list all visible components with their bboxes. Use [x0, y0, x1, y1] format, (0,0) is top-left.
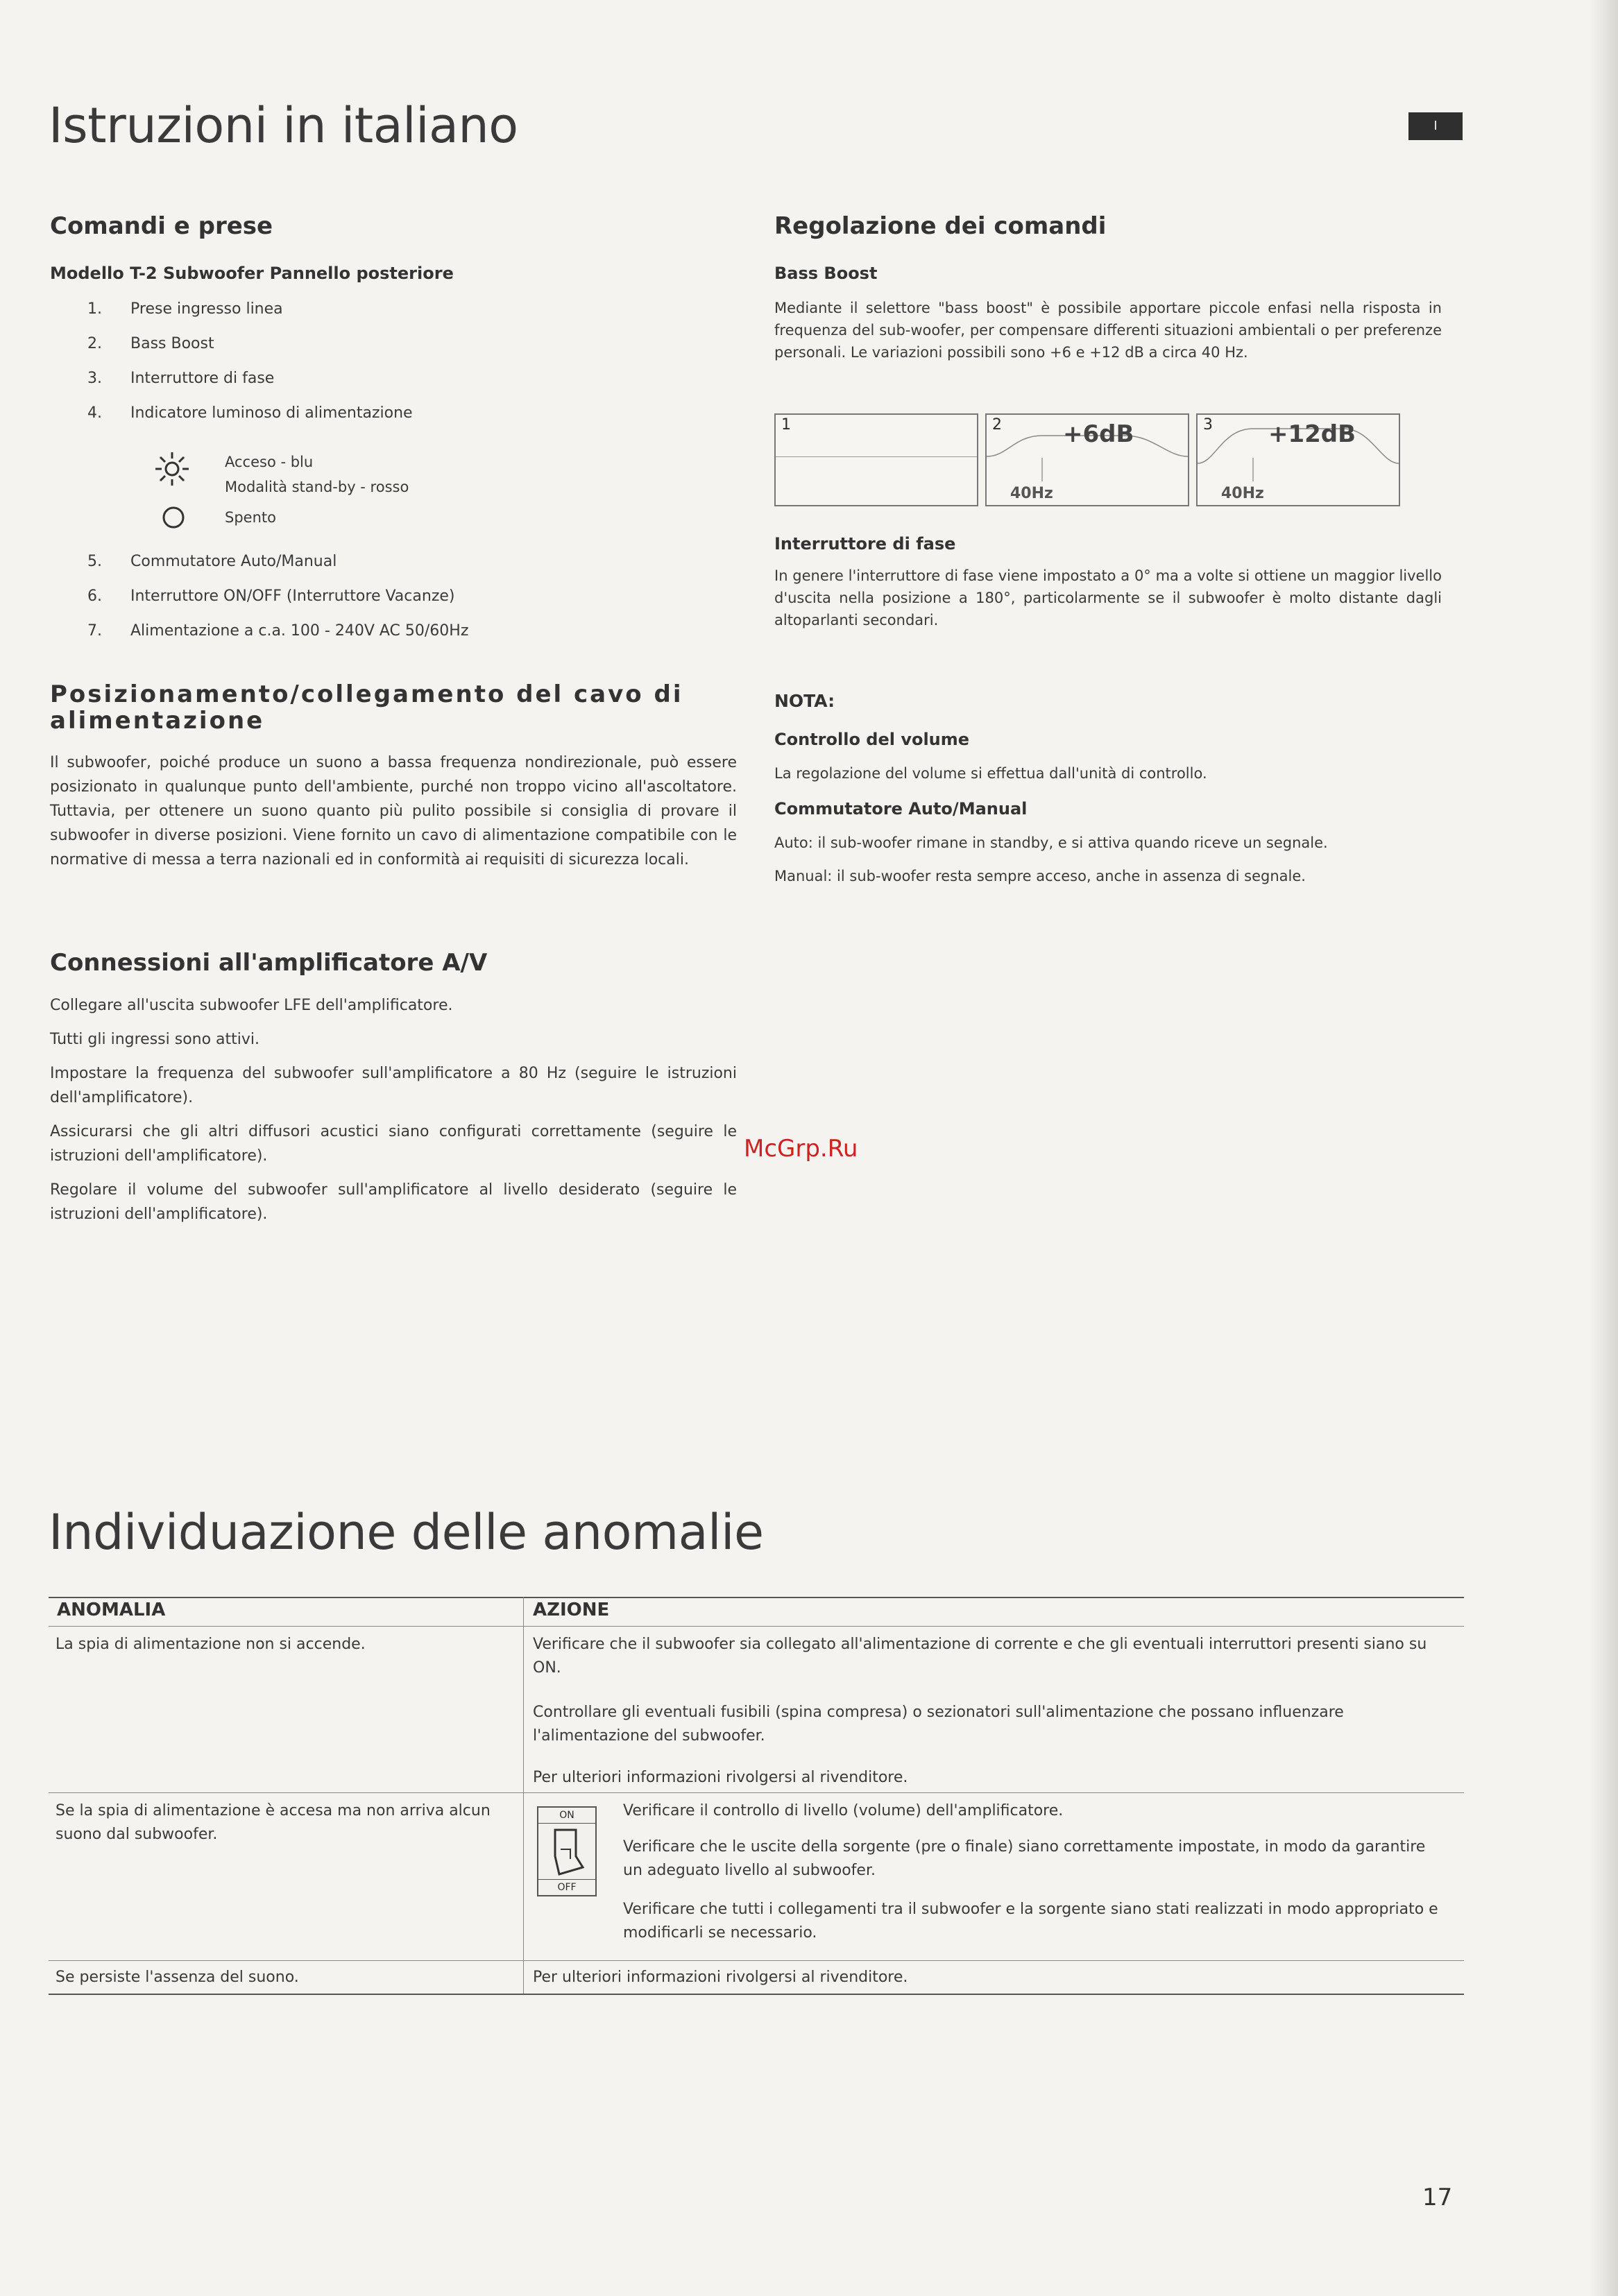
table-row-azione: Verificare che il subwoofer sia collegato all'alimentazione di corrente e che gli eventuali interruttori presenti siano su ON. [533, 1636, 1427, 1677]
volume-heading: Controllo del volume [774, 730, 970, 749]
page-title: Istruzioni in italiano [49, 97, 518, 154]
bass-boost-box-2: 2 +6dB 40Hz [985, 413, 1189, 506]
volume-text: La regolazione del volume si effettua dall'unità di controllo. [774, 765, 1207, 782]
connessioni-paragraph: Regolare il volume del subwoofer sull'amplificatore al livello desiderato (seguire le istruzioni dell'amplificatore). [50, 1181, 737, 1223]
led-off-label: Spento [225, 509, 276, 526]
regolazione-heading: Regolazione dei comandi [774, 212, 1107, 240]
table-row-anomalia: La spia di alimentazione non si accende. [56, 1636, 366, 1653]
led-standby-label: Modalità stand-by - rosso [225, 479, 409, 495]
page-number: 17 [1422, 2184, 1453, 2211]
boost-db-label: +12dB [1268, 420, 1356, 448]
bass-boost-text: Mediante il selettore "bass boost" è possibile apportare piccole enfasi nella risposta in frequenza del sub-woofer, per compensare differenti situazioni ambientali o per preferenze personali. Le variazioni possibili sono +6 e +12 dB a circa 40 Hz. [774, 300, 1442, 361]
list-item: 7. Alimentazione a c.a. 100 - 240V AC 50/60Hz [87, 622, 469, 640]
bass-boost-box-3: 3 +12dB 40Hz [1196, 413, 1400, 506]
table-row-azione: Verificare il controllo di livello (volume) dell'amplificatore. [623, 1802, 1064, 1819]
controls-list [87, 297, 712, 436]
boost-hz-label: 40Hz [1221, 485, 1264, 502]
table-row-azione: Controllare gli eventuali fusibili (spina compresa) o sezionatori sull'alimentazione che possano influenzare l'alimentazione del subwoofer. [533, 1704, 1344, 1745]
fase-heading: Interruttore di fase [774, 534, 956, 554]
list-item: 4. Indicatore luminoso di alimentazione [87, 404, 413, 422]
col-azione: AZIONE [533, 1600, 610, 1620]
table-row-azione: Verificare che le uscite della sorgente (pre o finale) siano correttamente impostate, in modo da garantire un adeguato livello al subwoofer. [623, 1838, 1426, 1879]
list-item: 1. Prese ingresso linea [87, 300, 283, 318]
page-edge [1590, 0, 1618, 2296]
col-anomalia: ANOMALIA [57, 1600, 166, 1620]
auto-manual-heading: Commutatore Auto/Manual [774, 799, 1028, 819]
led-on-label: Acceso - blu [225, 454, 314, 470]
watermark: McGrp.Ru [744, 1135, 858, 1163]
anomalie-title: Individuazione delle anomalie [49, 1504, 764, 1561]
model-heading: Modello T-2 Subwoofer Pannello posteriore [50, 264, 454, 283]
table-row-azione: Per ulteriori informazioni rivolgersi al rivenditore. [533, 1969, 908, 1986]
troubleshooting-table [49, 1597, 1464, 1999]
auto-text: Auto: il sub-woofer rimane in standby, e si attiva quando riceve un segnale. [774, 834, 1328, 851]
bass-boost-heading: Bass Boost [774, 264, 878, 283]
table-row-azione: Verificare che tutti i collegamenti tra il subwoofer e la sorgente siano stati realizzati in modo appropriato e modificarli se necessario. [623, 1901, 1438, 1942]
list-item: 2. Bass Boost [87, 335, 214, 352]
connessioni-body [50, 993, 737, 1226]
language-tab: I [1408, 112, 1463, 140]
connessioni-paragraph: Impostare la frequenza del subwoofer sull'amplificatore a 80 Hz (seguire le istruzioni dell'amplificatore). [50, 1065, 737, 1106]
table-row-azione: Per ulteriori informazioni rivolgersi al rivenditore. [533, 1769, 908, 1786]
list-item: 3. Interruttore di fase [87, 370, 275, 387]
posizionamento-text: Il subwoofer, poiché produce un suono a bassa frequenza nondirezionale, può essere posizionato in qualunque punto dell'ambiente, purché non troppo vicino all'ascoltatore. Tuttavia, per ottenere un suono quanto più pulito possibile si consiglia di provare il subwoofer in diverse posizioni. Viene fornito un cavo di alimentazione compatibile con le normative di messa a terra nazionali ed in conformità ai requisiti di sicurezza locali. [50, 754, 737, 868]
nota-heading: NOTA: [774, 691, 835, 711]
connessioni-paragraph: Tutti gli ingressi sono attivi. [50, 1031, 260, 1048]
connessioni-paragraph: Assicurarsi che gli altri diffusori acustici siano configurati correttamente (seguire le istruzioni dell'amplificatore). [50, 1123, 737, 1165]
list-item: 5. Commutatore Auto/Manual [87, 553, 337, 570]
connessioni-paragraph: Collegare all'uscita subwoofer LFE dell'amplificatore. [50, 997, 453, 1014]
bass-boost-box-1: 1 [774, 413, 978, 506]
list-item: 6. Interruttore ON/OFF (Interruttore Vacanze) [87, 588, 455, 605]
boost-db-label: +6dB [1063, 420, 1134, 448]
table-row-anomalia: Se la spia di alimentazione è accesa ma non arriva alcun suono dal subwoofer. [56, 1802, 491, 1843]
circle-icon [161, 505, 186, 533]
rocker-switch-icon [545, 1826, 588, 1878]
comandi-heading: Comandi e prese [50, 212, 273, 240]
manual-text: Manual: il sub-woofer resta sempre acceso, anche in assenza di segnale. [774, 868, 1306, 884]
fase-text: In genere l'interruttore di fase viene impostato a 0° ma a volte si ottiene un maggior livello d'uscita nella posizione a 180°, particolarmente se il subwoofer è molto distante dagli altoparlanti secondari. [774, 567, 1442, 628]
boost-hz-label: 40Hz [1010, 485, 1053, 502]
controls-list-continued [87, 549, 712, 653]
connessioni-heading: Connessioni all'amplificatore A/V [50, 949, 488, 977]
posizionamento-heading: Posizionamento/collegamento del cavo di alimentazione [50, 680, 683, 735]
power-switch-icon: ON OFF [537, 1806, 597, 1896]
table-row-anomalia: Se persiste l'assenza del suono. [56, 1969, 299, 1986]
